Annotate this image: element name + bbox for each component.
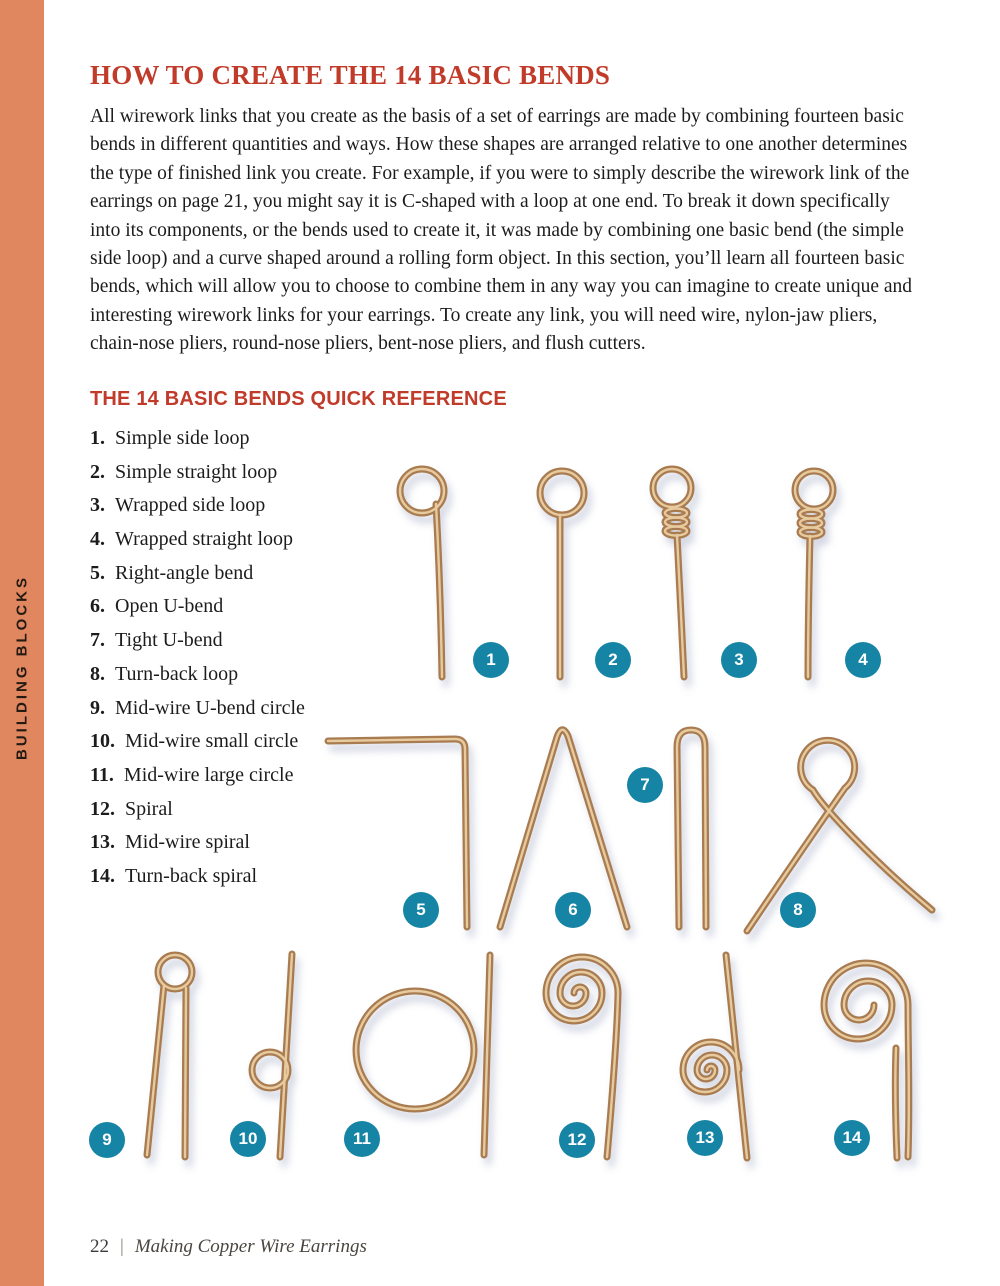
- bend-label: Mid-wire small circle: [125, 730, 299, 753]
- quick-reference-heading: THE 14 BASIC BENDS QUICK REFERENCE: [90, 388, 507, 410]
- bend-label: Wrapped side loop: [115, 494, 266, 517]
- bend-number: 10.: [90, 730, 115, 753]
- figure-badge-4: 4: [845, 642, 881, 678]
- bend-number: 4.: [90, 528, 105, 551]
- bend-number: 1.: [90, 427, 105, 449]
- page-footer: [90, 1236, 367, 1258]
- bend-label: Wrapped straight loop: [115, 528, 294, 551]
- wire-figure-simple-side-loop: [400, 469, 444, 677]
- figure-badge-12: 12: [559, 1122, 595, 1158]
- bend-label: Spiral: [125, 797, 173, 820]
- bend-label: Simple straight loop: [115, 460, 278, 483]
- figure-badge-7: 7: [627, 767, 663, 803]
- figure-badge-1: 1: [473, 642, 509, 678]
- figure-badge-8: 8: [780, 892, 816, 928]
- figure-badge-2: 2: [595, 642, 631, 678]
- figure-badge-10: 10: [230, 1121, 266, 1157]
- bend-label: Mid-wire U-bend circle: [115, 696, 305, 719]
- figure-badge-5: 5: [403, 892, 439, 928]
- figure-badge-14: 14: [834, 1120, 870, 1156]
- chapter-tab-label: BUILDING BLOCKS: [13, 575, 31, 761]
- wire-figure-right-angle-bend-highlight: [328, 739, 467, 927]
- wire-figure-mid-wire-large-circle: [356, 955, 490, 1155]
- wire-figure-turn-back-loop: [747, 740, 932, 931]
- intro-paragraph: All wirework links that you create as the basis of a set of earrings are made by combining fourteen basic bends in different quantities and ways. How these shapes are arranged relative to one another determines the type of finished link you create. For example, if you were to simply describe the wirework link of the earrings on page 21, you might say it is C-shaped with a loop at one end. To break it down specifically into its components, or the bends used to create it, it was made by combining one basic bend (the simple side loop) and a curve shaped around a rolling form object. In this section, you’ll learn all fourteen basic bends, which will allow you to choose to combine them in any way you can imagine to create unique and interesting wirework links for your earrings. To create any link, you will need wire, nylon-jaw pliers, chain-nose pliers, round-nose pliers, bent-nose pliers, and flush cutters.: [90, 106, 913, 355]
- bend-number: 7.: [90, 629, 105, 652]
- bend-number: 2.: [90, 460, 105, 483]
- bend-number: 12.: [90, 797, 115, 820]
- wire-figure-mid-wire-large-circle-highlight: [356, 955, 490, 1155]
- wire-bend-illustrations: [50, 440, 960, 1180]
- bend-label: Open U-bend: [115, 595, 224, 618]
- bend-number: 8.: [90, 662, 105, 685]
- bend-number: 3.: [90, 494, 105, 517]
- wire-figure-right-angle-bend: [328, 739, 467, 927]
- wire-figure-turn-back-loop-highlight: [747, 740, 932, 931]
- bend-label: Mid-wire large circle: [123, 763, 294, 786]
- page-title: HOW TO CREATE THE 14 BASIC BENDS: [90, 60, 611, 90]
- bend-number: 9.: [90, 696, 105, 719]
- bend-label: Tight U-bend: [115, 629, 223, 652]
- page-number: 22: [90, 1236, 109, 1257]
- bend-label: Turn-back loop: [115, 662, 239, 685]
- wire-bend-figures: [50, 440, 960, 1180]
- bend-number: 11.: [90, 763, 114, 786]
- figure-badge-6: 6: [555, 892, 591, 928]
- footer-separator: |: [120, 1236, 124, 1257]
- bend-label: Simple side loop: [115, 427, 250, 449]
- figure-badge-13: 13: [687, 1120, 723, 1156]
- figure-badge-11: 11: [344, 1121, 380, 1157]
- bend-label: Right-angle bend: [115, 561, 254, 584]
- bend-number: 14.: [90, 864, 115, 887]
- wire-figure-simple-straight-loop: [540, 471, 584, 677]
- bend-number: 13.: [90, 831, 115, 854]
- bend-number: 6.: [90, 595, 105, 618]
- bend-label: Mid-wire spiral: [125, 831, 250, 854]
- book-title: Making Copper Wire Earrings: [134, 1236, 367, 1257]
- bend-label: Turn-back spiral: [125, 864, 258, 887]
- wire-figure-tight-u-bend: [677, 730, 706, 927]
- wire-figure-wrapped-straight-loop-highlight: [795, 471, 833, 677]
- figure-badge-9: 9: [89, 1122, 125, 1158]
- bend-number: 5.: [90, 561, 105, 584]
- figure-badge-3: 3: [721, 642, 757, 678]
